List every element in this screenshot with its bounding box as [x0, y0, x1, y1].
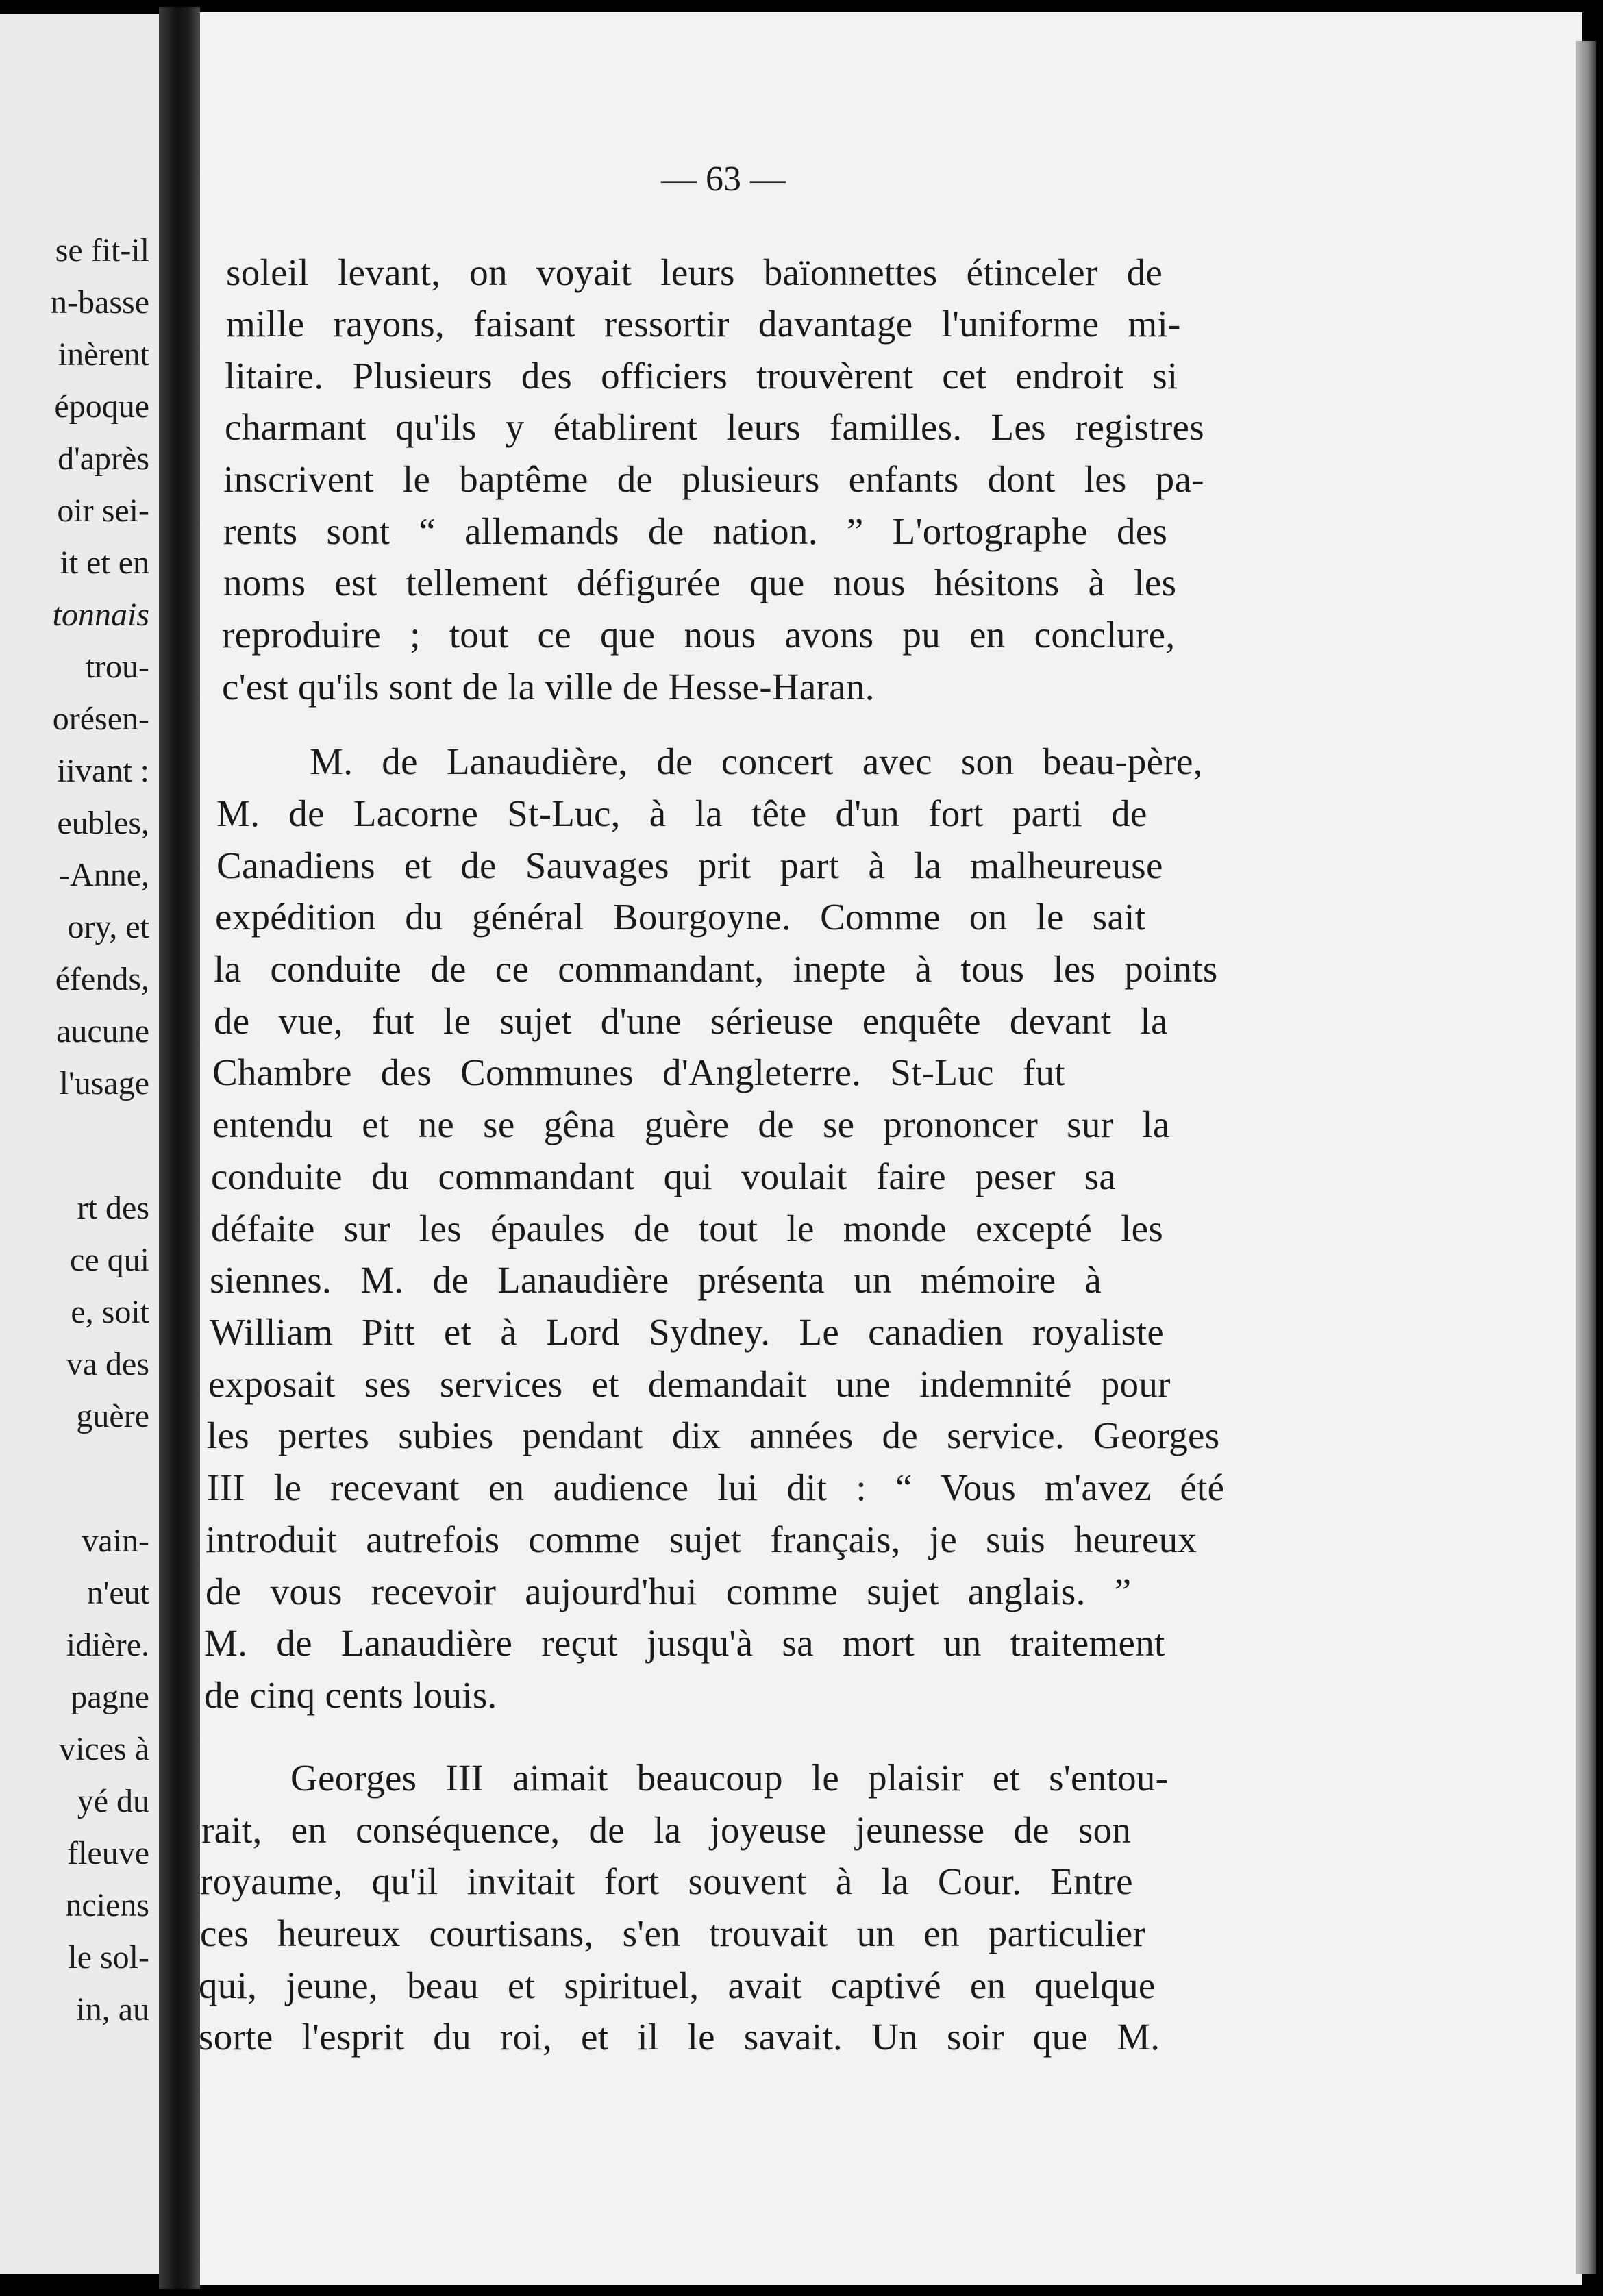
previous-page-line: vain-: [82, 1523, 149, 1559]
previous-page-line: yé du: [77, 1783, 149, 1819]
previous-page-line: it et en: [60, 545, 149, 581]
text-line: de cinq cents louis.: [204, 1674, 497, 1716]
previous-page-line: iivant :: [57, 753, 149, 789]
text-line: William Pitt et à Lord Sydney. Le canadien royaliste: [210, 1311, 1165, 1353]
previous-page-line: in, au: [76, 1991, 149, 2027]
previous-page-line: rt des: [77, 1190, 149, 1226]
text-line: III le recevant en audience lui dit : “ Vous m'avez été: [207, 1467, 1225, 1508]
text-line: royaume, qu'il invitait fort souvent à la Cour. Entre: [200, 1860, 1133, 1902]
text-line: reproduire ; tout ce que nous avons pu en conclure,: [222, 614, 1176, 656]
text-line: c'est qu'ils sont de la ville de Hesse-Haran.: [222, 666, 875, 708]
text-line: mille rayons, faisant ressortir davantage l'uniforme mi-: [226, 303, 1181, 345]
page-edge: [1576, 41, 1596, 2274]
previous-page-line: aucune: [56, 1013, 149, 1049]
previous-page-line: d'après: [58, 440, 149, 477]
text-line: Chambre des Communes d'Angleterre. St-Luc fut: [212, 1051, 1065, 1093]
text-line: Canadiens et de Sauvages prit part à la malheureuse: [216, 845, 1163, 886]
previous-page-line: inèrent: [58, 336, 149, 373]
previous-page-line: va des: [66, 1346, 149, 1382]
previous-page-line: n'eut: [86, 1575, 149, 1611]
text-line: expédition du général Bourgoyne. Comme on le sait: [215, 896, 1146, 938]
text-line: exposait ses services et demandait une indemnité pour: [208, 1363, 1171, 1405]
text-line: la conduite de ce commandant, inepte à tous les points: [214, 948, 1218, 990]
previous-page-line: fleuve: [67, 1835, 149, 1871]
text-line: charmant qu'ils y établirent leurs familles. Les registres: [225, 406, 1204, 448]
text-line: entendu et ne se gêna guère de se prononcer sur la: [212, 1103, 1170, 1145]
previous-page-line: vices à: [59, 1731, 149, 1767]
previous-page-line: n-basse: [51, 284, 149, 321]
text-line: soleil levant, on voyait leurs baïonnettes étinceler de: [226, 251, 1163, 293]
text-line: qui, jeune, beau et spirituel, avait captivé en quelque: [199, 1964, 1156, 2006]
text-line: M. de Lanaudière, de concert avec son beau-père,: [310, 740, 1203, 782]
previous-page-line: ory, et: [67, 909, 149, 945]
text-line: défaite sur les épaules de tout le monde excepté les: [211, 1208, 1164, 1249]
text-line: rait, en conséquence, de la joyeuse jeunesse de son: [201, 1809, 1132, 1851]
text-line: rents sont “ allemands de nation. ” L'ortographe des: [223, 510, 1168, 552]
text-line: de vue, fut le sujet d'une sérieuse enquête devant la: [214, 1000, 1168, 1042]
previous-page-line: le sol-: [68, 1939, 149, 1975]
text-line: Georges III aimait beaucoup le plaisir et s'entou-: [290, 1757, 1169, 1799]
previous-page-line: orésen-: [52, 701, 149, 737]
text-line: M. de Lanaudière reçut jusqu'à sa mort un traitement: [204, 1622, 1165, 1664]
previous-page-line: eubles,: [57, 805, 149, 841]
previous-page-line: oir sei-: [57, 492, 149, 529]
text-line: introduit autrefois comme sujet français, je suis heureux: [206, 1519, 1197, 1560]
previous-page-line: ce qui: [70, 1242, 149, 1278]
page-number: — 63 —: [661, 160, 786, 199]
previous-page-line: -Anne,: [59, 857, 149, 893]
previous-page-line: époque: [54, 388, 149, 425]
previous-page-line: idière.: [66, 1627, 149, 1663]
text-line: siennes. M. de Lanaudière présenta un mémoire à: [210, 1259, 1102, 1301]
text-line: de vous recevoir aujourd'hui comme sujet anglais. ”: [206, 1571, 1132, 1612]
previous-page-line: e, soit: [71, 1294, 149, 1330]
text-line: noms est tellement défigurée que nous hésitons à les: [223, 562, 1177, 603]
book-spine: [159, 7, 200, 2289]
text-line: ces heureux courtisans, s'en trouvait un en particulier: [200, 1912, 1146, 1954]
text-line: sorte l'esprit du roi, et il le savait. Un soir que M.: [199, 2016, 1160, 2058]
previous-page-line: se fit-il: [55, 232, 149, 269]
text-line: M. de Lacorne St-Luc, à la tête d'un fort parti de: [216, 793, 1147, 834]
previous-page-line: tonnais: [52, 597, 149, 633]
previous-page-line: éfends,: [55, 961, 149, 997]
previous-page-line: l'usage: [59, 1065, 149, 1101]
text-line: conduite du commandant qui voulait faire peser sa: [211, 1156, 1117, 1197]
previous-page-line: guère: [76, 1398, 149, 1434]
text-line: litaire. Plusieurs des officiers trouvèrent cet endroit si: [225, 355, 1178, 397]
text-line: les pertes subies pendant dix années de service. Georges: [207, 1414, 1220, 1456]
previous-page-line: pagne: [71, 1679, 149, 1715]
previous-page-line: trou-: [85, 649, 149, 685]
previous-page-line: nciens: [65, 1887, 149, 1923]
previous-page-fragment: [0, 14, 159, 2274]
text-line: inscrivent le baptême de plusieurs enfants dont les pa-: [223, 458, 1204, 500]
